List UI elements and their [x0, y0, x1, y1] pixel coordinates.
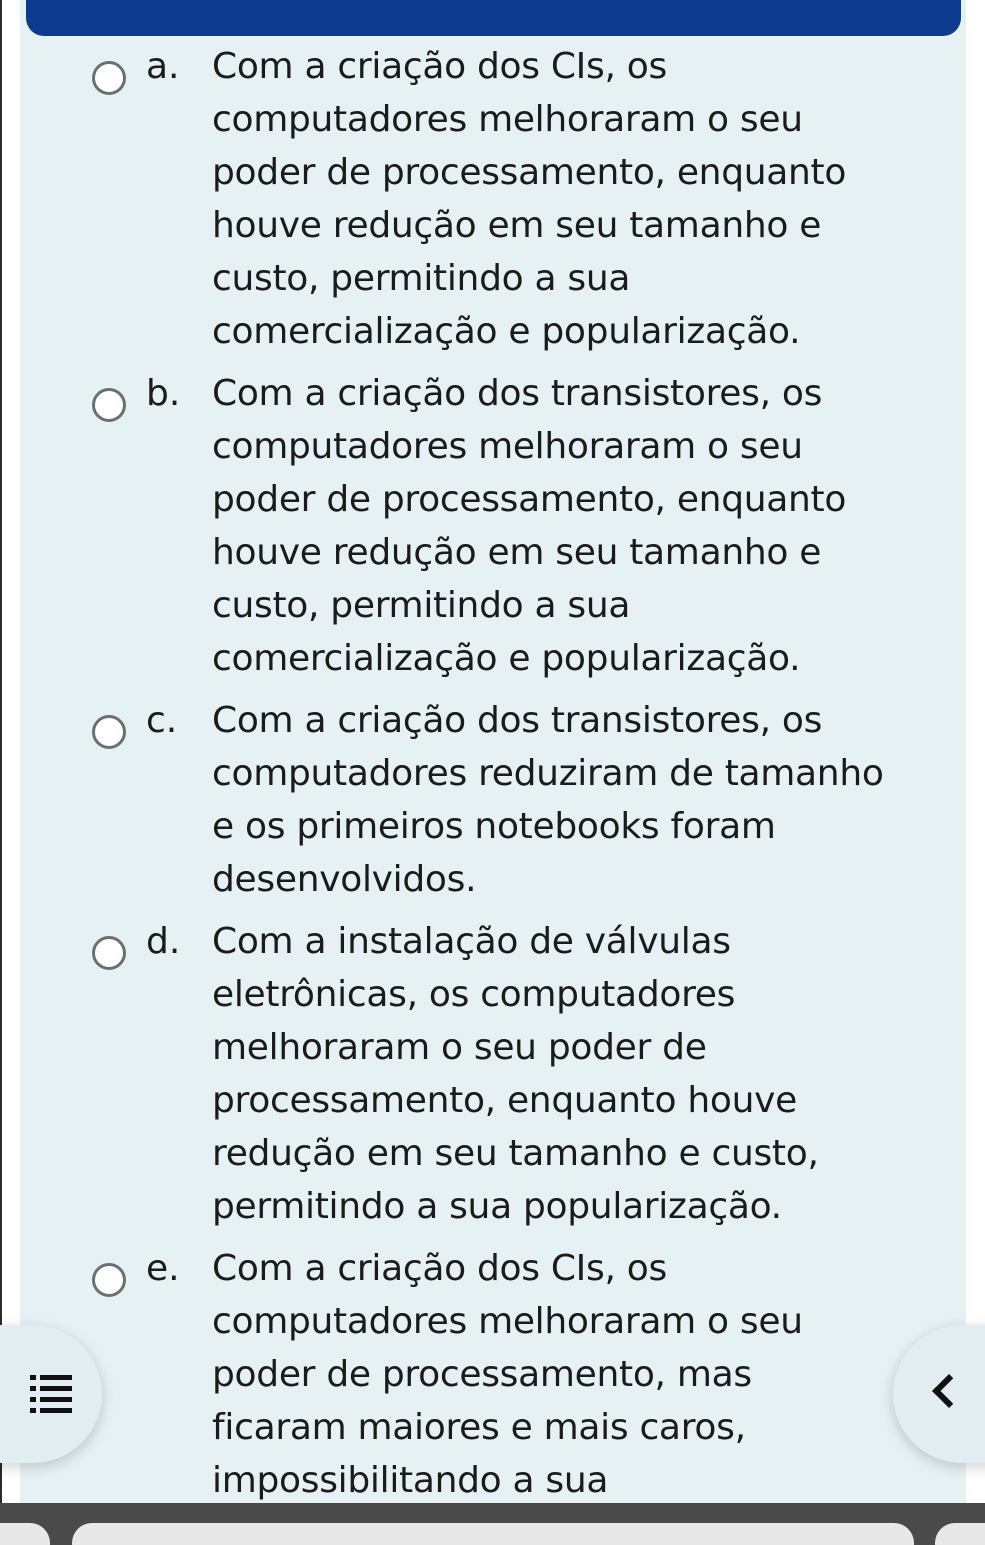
chevron-left-icon [932, 1374, 966, 1408]
answer-options [0, 40, 985, 1507]
radio-button-c[interactable] [92, 715, 126, 749]
option-e[interactable] [0, 1242, 985, 1507]
option-letter: a. [146, 46, 180, 87]
radio-button-a[interactable] [92, 61, 126, 95]
header-bar [26, 0, 961, 36]
option-d[interactable] [0, 915, 985, 1233]
list-icon [30, 1375, 74, 1413]
radio-button-b[interactable] [92, 388, 126, 422]
option-b[interactable] [0, 367, 985, 685]
bottom-tab-right[interactable] [935, 1523, 985, 1545]
option-letter: d. [146, 921, 181, 962]
option-text: Com a criação dos CIs, os computadores melhoraram o seu poder de processamento, mas ficaram maiores e mais caros, impossibilitando a sua [212, 1248, 803, 1501]
option-c[interactable] [0, 694, 985, 906]
option-text: Com a criação dos transistores, os computadores reduziram de tamanho e os primeiros notebooks foram desenvolvidos. [212, 700, 884, 900]
option-letter: b. [146, 373, 181, 414]
option-text: Com a criação dos transistores, os computadores melhoraram o seu poder de processamento, enquanto houve redução em seu tamanho e custo, permitindo a sua comercialização e popularização. [212, 373, 847, 679]
option-letter: e. [146, 1248, 180, 1289]
option-letter: c. [146, 700, 178, 741]
radio-button-e[interactable] [92, 1263, 126, 1297]
option-a[interactable] [0, 40, 985, 358]
option-text: Com a instalação de válvulas eletrônicas, os computadores melhoraram o seu poder de processamento, enquanto houve redução em seu tamanho e custo, permitindo a sua popularização. [212, 921, 819, 1227]
option-text: Com a criação dos CIs, os computadores melhoraram o seu poder de processamento, enquanto houve redução em seu tamanho e custo, permitindo a sua comercialização e popularização. [212, 46, 847, 352]
radio-button-d[interactable] [92, 936, 126, 970]
bottom-tab-center[interactable] [72, 1523, 914, 1545]
